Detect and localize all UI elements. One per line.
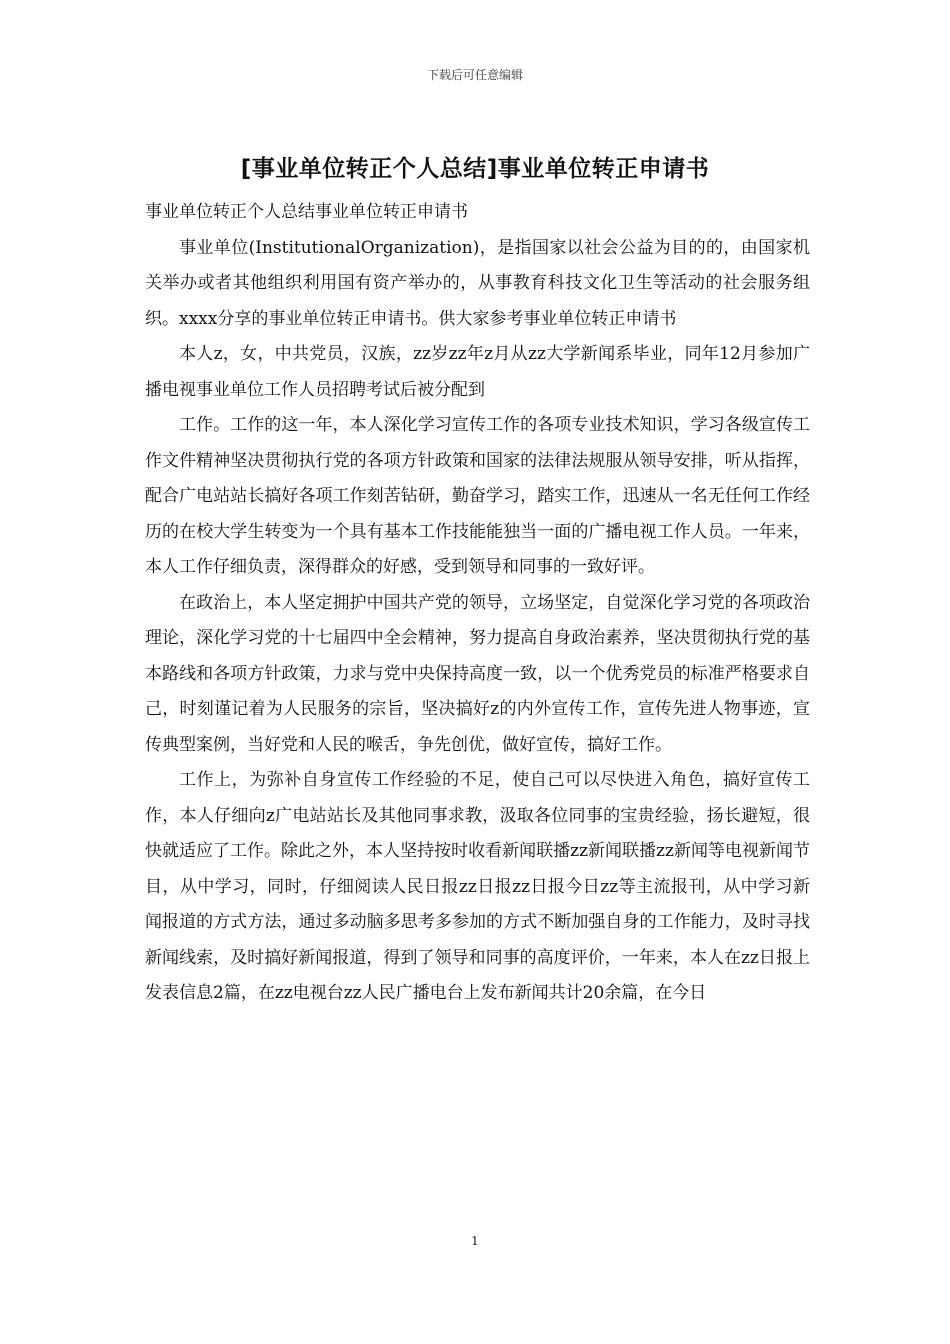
document-body	[145, 195, 810, 1012]
header-note: 下载后可任意编辑	[426, 68, 523, 82]
paragraph-work-experience: 工作上，为弥补自身宣传工作经验的不足，使自己可以尽快进入角色，搞好宣传工作，本人仔细向z广电站站长及其他同事求教，汲取各位同事的宝贵经验，扬长避短，很快就适应了工作。除此之外，本人坚持按时收看新闻联播zz新闻联播zz新闻等电视新闻节目，从中学习，同时，仔细阅读人民日报zz日报zz日报今日zz等主流报刊，从中学习新闻报道的方式方法，通过多动脑多思考多参加的方式不断加强自身的工作能力，及时寻找新闻线索，及时搞好新闻报道，得到了领导和同事的高度评价，一年来，本人在zz日报上发表信息2篇，在zz电视台zz人民广播电台上发布新闻共计20余篇，在今日	[145, 770, 810, 1003]
paragraph-personal-info: 本人z，女，中共党员，汉族，zz岁zz年z月从zz大学新闻系毕业，同年12月参加广播电视事业单位工作人员招聘考试后被分配到	[145, 344, 810, 400]
document-title: [事业单位转正个人总结]事业单位转正申请书	[240, 156, 710, 182]
paragraph-work-year: 工作。工作的这一年，本人深化学习宣传工作的各项专业技术知识，学习各级宣传工作文件精神坚决贯彻执行党的各项方针政策和国家的法律法规服从领导安排，听从指挥，配合广电站站长搞好各项工作刻苦钻研，勤奋学习，踏实工作，迅速从一名无任何工作经历的在校大学生转变为一个具有基本工作技能能独当一面的广播电视工作人员。一年来，本人工作仔细负责，深得群众的好感，受到领导和同事的一致好评。	[145, 415, 810, 577]
paragraph-intro: 事业单位(InstitutionalOrganization)，是指国家以社会公益为目的的，由国家机关举办或者其他组织利用国有资产举办的，从事教育科技文化卫生等活动的社会服务组织。xxxx分享的事业单位转正申请书。供大家参考事业单位转正申请书	[145, 237, 810, 329]
page-number: 1	[471, 1234, 479, 1248]
paragraph-politics: 在政治上，本人坚定拥护中国共产党的领导，立场坚定，自觉深化学习党的各项政治理论，深化学习党的十七届四中全会精神，努力提高自身政治素养，坚决贯彻执行党的基本路线和各项方针政策，力求与党中央保持高度一致，以一个优秀党员的标准严格要求自己，时刻谨记着为人民服务的宗旨，坚决搞好z的内外宣传工作，宣传先进人物事迹，宣传典型案例，当好党和人民的喉舌，争先创优，做好宣传，搞好工作。	[145, 592, 810, 755]
subtitle-line: 事业单位转正个人总结事业单位转正申请书	[145, 202, 468, 222]
